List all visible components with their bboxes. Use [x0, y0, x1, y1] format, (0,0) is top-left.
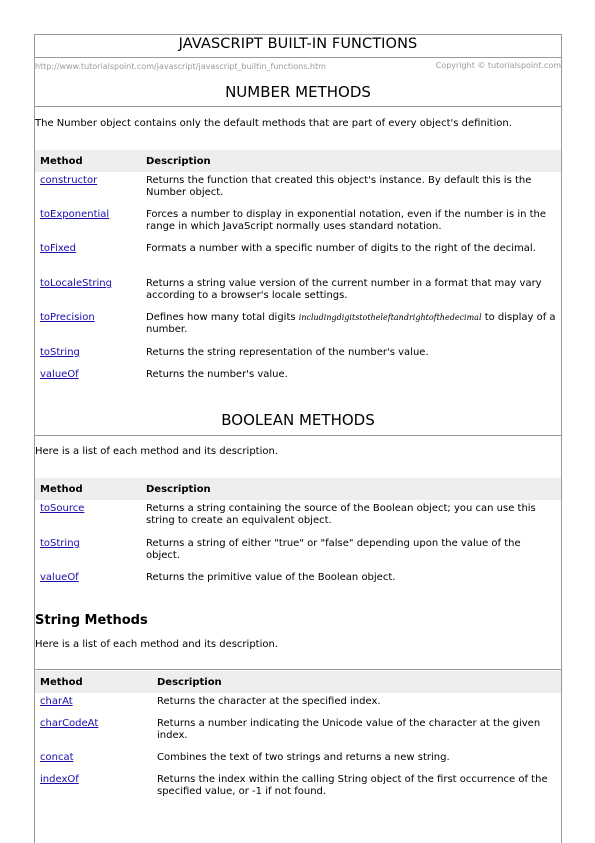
- table-row: [35, 569, 561, 591]
- number-methods-table: [35, 150, 561, 388]
- source-url[interactable]: http://www.tutorialspoint.com/javascript/javascript_builtin_functions.htm: [35, 62, 326, 71]
- method-link-valueof[interactable]: valueOf: [40, 369, 79, 380]
- table-row: [35, 240, 561, 275]
- method-link-concat[interactable]: concat: [40, 752, 74, 763]
- column-header-method: Method: [35, 671, 152, 693]
- column-header-method: Method: [35, 150, 141, 172]
- method-link-tosource[interactable]: toSource: [40, 503, 85, 514]
- method-description: Returns the string representation of the number's value.: [146, 347, 429, 358]
- number-heading-divider: [35, 106, 561, 107]
- string-intro-divider: [35, 669, 561, 670]
- number-methods-heading: NUMBER METHODS: [225, 83, 371, 101]
- method-link-valueof[interactable]: valueOf: [40, 572, 79, 583]
- table-row: [35, 344, 561, 366]
- method-link-toprecision[interactable]: toPrecision: [40, 312, 95, 323]
- column-header-description: Description: [141, 478, 561, 500]
- table-row: [35, 172, 561, 206]
- method-description: Formats a number with a specific number of digits to the right of the decimal.: [146, 243, 536, 254]
- method-link-tostring[interactable]: toString: [40, 538, 80, 549]
- method-description: Returns the character at the specified index.: [157, 696, 381, 707]
- table-row: [35, 500, 561, 535]
- document-page: [34, 34, 562, 843]
- table-row: [35, 309, 561, 344]
- method-description: Returns the index within the calling String object of the first occurrence of the specified value, or -1 if not found.: [157, 774, 548, 797]
- description-text: to display of a number.: [146, 312, 556, 335]
- method-link-tolocalestring[interactable]: toLocaleString: [40, 278, 112, 289]
- method-description: Returns a number indicating the Unicode value of the character at the given index.: [157, 718, 541, 741]
- string-intro: Here is a list of each method and its description.: [35, 639, 279, 650]
- copyright-notice: Copyright © tutorialspoint.com: [435, 61, 561, 70]
- table-row: [35, 693, 561, 715]
- method-description: Returns the primitive value of the Boolean object.: [146, 572, 396, 583]
- boolean-methods-table: [35, 478, 561, 591]
- table-header-row: [35, 150, 561, 172]
- method-link-indexof[interactable]: indexOf: [40, 774, 79, 785]
- method-link-constructor[interactable]: constructor: [40, 175, 98, 186]
- table-header-row: [35, 478, 561, 500]
- title-divider: [35, 57, 561, 58]
- boolean-methods-heading: BOOLEAN METHODS: [221, 411, 375, 429]
- table-row: [35, 715, 561, 749]
- method-description: Returns a string of either "true" or "false" depending upon the value of the object.: [146, 538, 521, 561]
- method-description: Returns a string containing the source of the Boolean object; you can use this string to create an equivalent object.: [146, 503, 536, 526]
- table-row: [35, 749, 561, 771]
- method-description: Combines the text of two strings and returns a new string.: [157, 752, 450, 763]
- method-description: Forces a number to display in exponential notation, even if the number is in the range in which JavaScript normally uses standard notation.: [146, 209, 547, 232]
- method-link-tostring[interactable]: toString: [40, 347, 80, 358]
- boolean-intro: Here is a list of each method and its description.: [35, 446, 279, 457]
- column-header-description: Description: [141, 150, 561, 172]
- page-title: JAVASCRIPT BUILT-IN FUNCTIONS: [178, 36, 418, 52]
- string-methods-heading: String Methods: [35, 613, 148, 628]
- column-header-method: Method: [35, 478, 141, 500]
- method-link-charcodeat[interactable]: charCodeAt: [40, 718, 99, 729]
- table-row: [35, 206, 561, 240]
- table-row: [35, 275, 561, 309]
- table-row: [35, 535, 561, 569]
- table-row: [35, 771, 561, 805]
- method-description: [141, 309, 561, 344]
- boolean-heading-divider: [35, 435, 561, 436]
- method-description: Returns the function that created this object's instance. By default this is the Number object.: [146, 175, 532, 198]
- description-text: Defines how many total digits: [146, 312, 299, 323]
- method-link-toexponential[interactable]: toExponential: [40, 209, 110, 220]
- method-link-charat[interactable]: charAt: [40, 696, 73, 707]
- column-header-description: Description: [152, 671, 561, 693]
- method-link-tofixed[interactable]: toFixed: [40, 243, 76, 254]
- table-row: [35, 366, 561, 388]
- description-math-text: includingdigitstotheleftandrightofthedecimal: [298, 313, 482, 322]
- number-intro: The Number object contains only the default methods that are part of every object's definition.: [35, 118, 512, 129]
- string-methods-table: [35, 671, 561, 805]
- table-header-row: [35, 671, 561, 693]
- method-description: Returns a string value version of the current number in a format that may vary according to a browser's locale settings.: [146, 278, 542, 301]
- method-description: Returns the number's value.: [146, 369, 288, 380]
